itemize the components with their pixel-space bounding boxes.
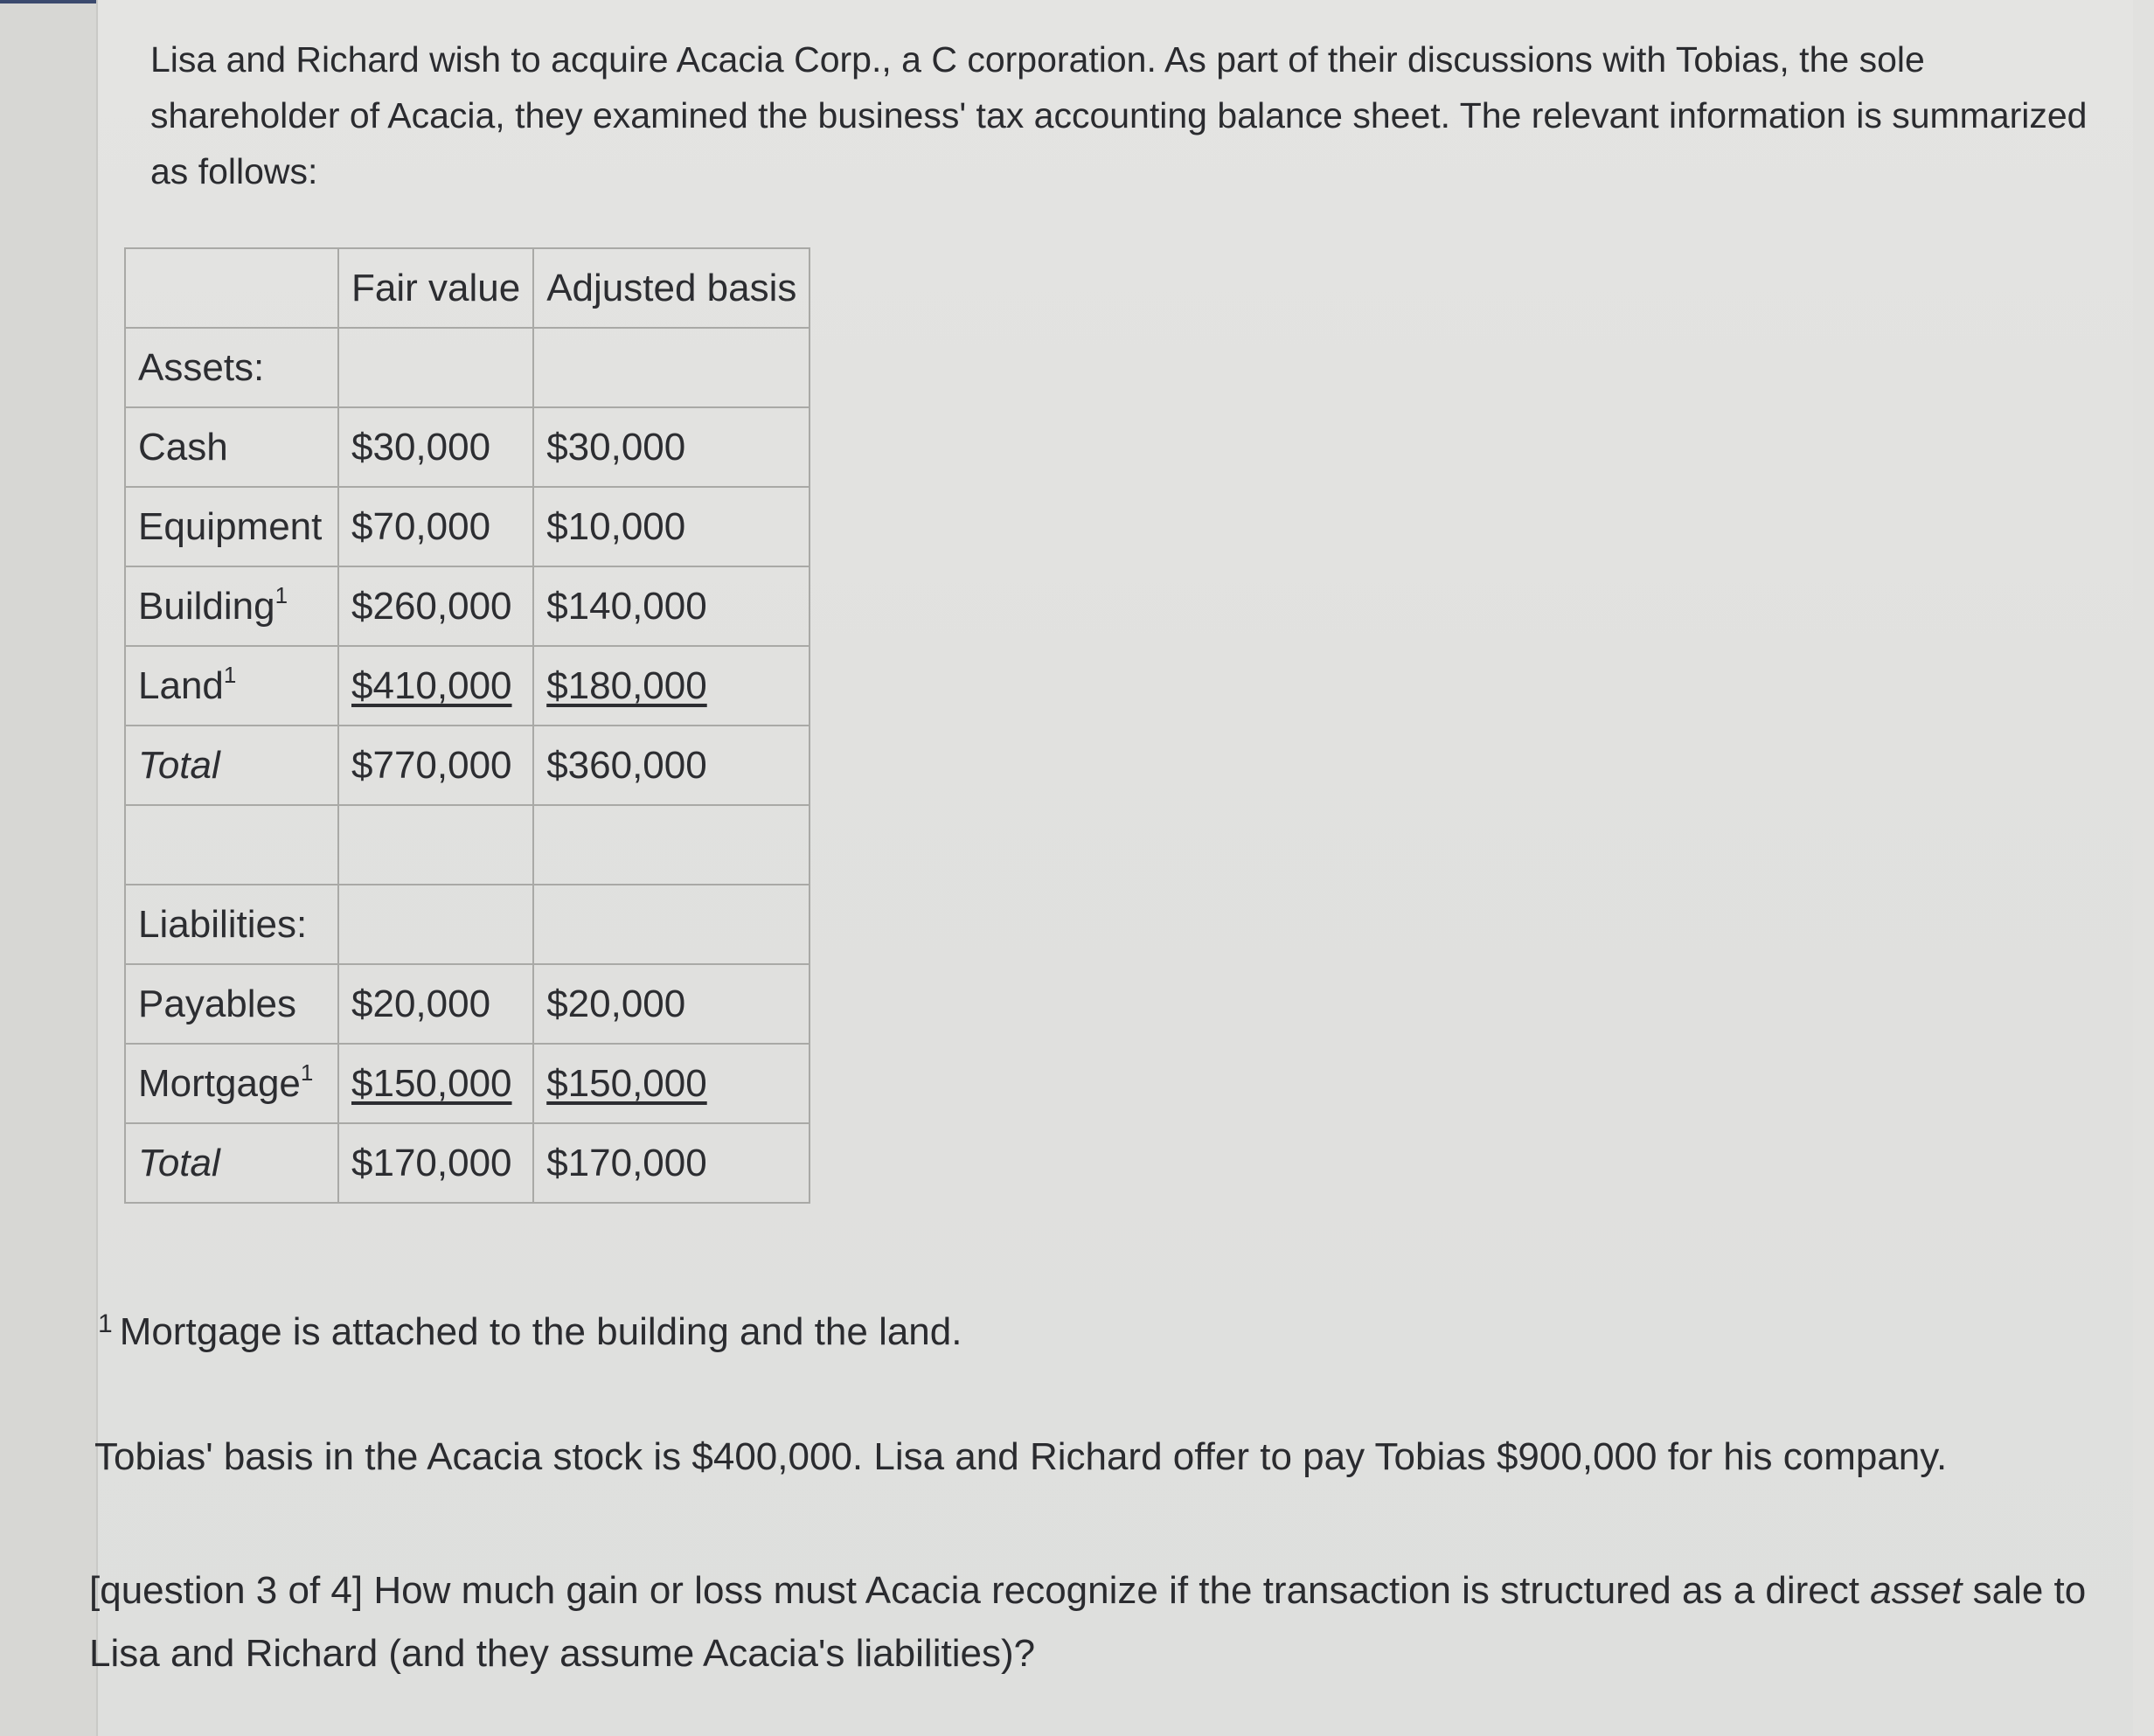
adjusted-basis-cell: $10,000 bbox=[533, 487, 809, 566]
fair-value-cell: $260,000 bbox=[338, 566, 533, 646]
empty-cell bbox=[338, 328, 533, 407]
spacer-row bbox=[125, 805, 809, 885]
fair-value-cell: $30,000 bbox=[338, 407, 533, 487]
total-label: Total bbox=[125, 726, 338, 805]
assets-label: Assets: bbox=[125, 328, 338, 407]
fair-value-cell: $70,000 bbox=[338, 487, 533, 566]
table-row bbox=[125, 407, 809, 487]
fair-value-total: $170,000 bbox=[338, 1123, 533, 1203]
adjusted-basis-cell: $180,000 bbox=[533, 646, 809, 726]
footnote-marker: 1 bbox=[223, 661, 237, 688]
row-label: Equipment bbox=[125, 487, 338, 566]
liabilities-total-row bbox=[125, 1123, 809, 1203]
footnote bbox=[98, 1309, 962, 1354]
empty-cell bbox=[533, 805, 809, 885]
fair-value-cell: $20,000 bbox=[338, 964, 533, 1044]
liabilities-section-row bbox=[125, 885, 809, 964]
adjusted-basis-cell: $140,000 bbox=[533, 566, 809, 646]
empty-cell bbox=[533, 885, 809, 964]
fair-value-cell: $150,000 bbox=[338, 1044, 533, 1123]
adjusted-basis-total: $360,000 bbox=[533, 726, 809, 805]
assets-section-row bbox=[125, 328, 809, 407]
header-empty-cell bbox=[125, 248, 338, 328]
empty-cell bbox=[533, 328, 809, 407]
adjusted-basis-cell: $30,000 bbox=[533, 407, 809, 487]
footnote-mark: 1 bbox=[98, 1309, 113, 1338]
row-label: Payables bbox=[125, 964, 338, 1044]
header-fair-value: Fair value bbox=[338, 248, 533, 328]
empty-cell bbox=[125, 805, 338, 885]
header-adjusted-basis: Adjusted basis bbox=[533, 248, 809, 328]
adjusted-basis-cell: $20,000 bbox=[533, 964, 809, 1044]
row-label: Mortgage$^1$ bbox=[125, 1044, 338, 1123]
footnote-text: Mortgage is attached to the building and the land. bbox=[119, 1310, 962, 1353]
adjusted-basis-cell: $150,000 bbox=[533, 1044, 809, 1123]
footnote-marker: 1 bbox=[274, 581, 288, 608]
liabilities-label: Liabilities: bbox=[125, 885, 338, 964]
table-row bbox=[125, 487, 809, 566]
table-row bbox=[125, 646, 809, 726]
balance-sheet-table bbox=[124, 247, 810, 1204]
adjusted-basis-total: $170,000 bbox=[533, 1123, 809, 1203]
question-text: [question 3 of 4] How much gain or loss must Acacia recognize if the transaction is structured as a direct asset sale to Lisa and Richard (and they assume Acacia's liabilities)? bbox=[89, 1569, 2087, 1675]
stock-basis-paragraph: Tobias' basis in the Acacia stock is $400,000. Lisa and Richard offer to pay Tobias $900,000 for his company. bbox=[94, 1435, 1948, 1478]
table-header-row bbox=[125, 248, 809, 328]
footnote-marker: 1 bbox=[300, 1059, 314, 1086]
table-row bbox=[125, 566, 809, 646]
page-edge bbox=[2133, 0, 2154, 1736]
table-row bbox=[125, 1044, 809, 1123]
assets-total-row bbox=[125, 726, 809, 805]
table-row bbox=[125, 964, 809, 1044]
row-label: Cash bbox=[125, 407, 338, 487]
empty-cell bbox=[338, 885, 533, 964]
total-label: Total bbox=[125, 1123, 338, 1203]
fair-value-cell: $410,000 bbox=[338, 646, 533, 726]
row-label: Building$^1$ bbox=[125, 566, 338, 646]
fair-value-total: $770,000 bbox=[338, 726, 533, 805]
question-emphasis: asset bbox=[1870, 1569, 1963, 1612]
document-page bbox=[89, 0, 2135, 1736]
empty-cell bbox=[338, 805, 533, 885]
intro-paragraph: Lisa and Richard wish to acquire Acacia Corp., a C corporation. As part of their discussions with Tobias, the sole shareholder of Acacia, they examined the business' tax accounting balance sheet. The relevant information is summarized as follows: bbox=[150, 39, 2088, 191]
row-label: Land$^1$ bbox=[125, 646, 338, 726]
